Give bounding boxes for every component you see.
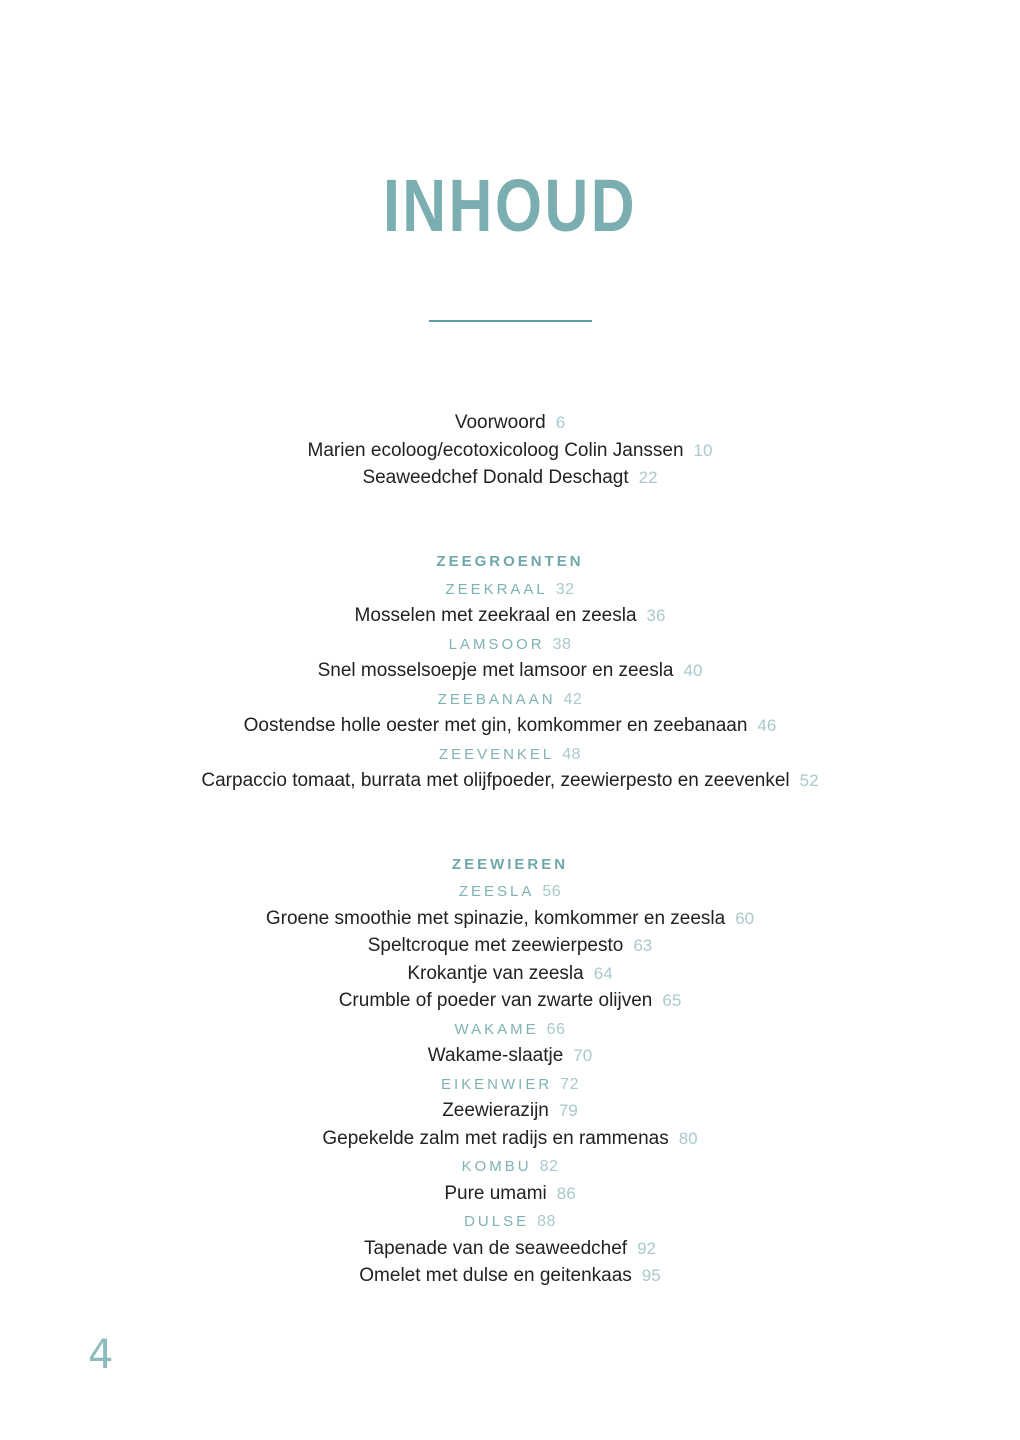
toc-subheading-label: ZEEVENKEL: [438, 746, 555, 763]
toc-page-number: 52: [799, 771, 819, 790]
toc-entry-label: Speltcroque met zeewierpesto: [367, 935, 624, 956]
toc-entry[interactable]: [0, 1262, 1020, 1289]
toc-entry-label: Snel mosselsoepje met lamsoor en zeesla: [317, 660, 674, 681]
toc-entry-label: Krokantje van zeesla: [407, 963, 584, 984]
page-title: INHOUD: [382, 164, 638, 247]
toc-entry-label: Voorwoord: [454, 412, 546, 433]
toc-page-number: 22: [638, 468, 658, 487]
toc-entry-label: Crumble of poeder van zwarte olijven: [338, 990, 653, 1011]
toc-subheading-label: DULSE: [464, 1213, 530, 1230]
toc-page-number: 6: [555, 413, 566, 432]
toc-page-number: 95: [641, 1266, 661, 1285]
toc-page-number: 63: [633, 936, 653, 955]
toc-entry[interactable]: [0, 1097, 1020, 1124]
toc-entry-label: Wakame-slaatje: [427, 1045, 564, 1066]
toc-entry[interactable]: [0, 712, 1020, 739]
toc-page-number: 56: [542, 883, 562, 900]
toc-entry[interactable]: [0, 1180, 1020, 1207]
toc-entry[interactable]: [0, 437, 1020, 464]
toc-subheading-label: KOMBU: [461, 1158, 532, 1175]
toc-subheading[interactable]: [0, 1016, 1020, 1043]
toc-entry[interactable]: [0, 767, 1020, 794]
toc-subheading[interactable]: [0, 741, 1020, 768]
toc-page-number: 79: [558, 1101, 578, 1120]
toc-page-number: 40: [683, 661, 703, 680]
toc-entry-label: Omelet met dulse en geitenkaas: [359, 1265, 632, 1286]
toc-page-number: 46: [757, 716, 777, 735]
toc-page-number: 38: [552, 636, 572, 653]
toc-page-number: 86: [556, 1184, 576, 1203]
toc-entry[interactable]: [0, 960, 1020, 987]
toc-entry-label: Seaweedchef Donald Deschagt: [362, 467, 629, 488]
toc-subheading-label: EIKENWIER: [441, 1076, 553, 1093]
toc-entry[interactable]: [0, 987, 1020, 1014]
toc-page-number: 64: [593, 964, 613, 983]
toc-subheading[interactable]: [0, 1208, 1020, 1235]
toc-entry-label: Carpaccio tomaat, burrata met olijfpoeder, zeewierpesto en zeevenkel: [201, 770, 790, 791]
toc-page-number: 65: [662, 991, 682, 1010]
toc-subheading-label: WAKAME: [454, 1021, 539, 1038]
toc-page-number: 72: [560, 1076, 579, 1093]
toc-subheading[interactable]: [0, 686, 1020, 713]
toc-page-number: 60: [735, 909, 755, 928]
toc-subheading[interactable]: [0, 1071, 1020, 1098]
toc-entry[interactable]: [0, 602, 1020, 629]
toc-page-number: 48: [562, 746, 582, 763]
toc-entry-label: Tapenade van de seaweedchef: [364, 1238, 628, 1259]
toc-page-number: 80: [678, 1129, 698, 1148]
toc-entry[interactable]: [0, 657, 1020, 684]
section-heading: ZEEWIEREN: [451, 856, 569, 873]
toc-entry-label: Marien ecoloog/ecotoxicoloog Colin Janssen: [307, 440, 684, 461]
toc-entry[interactable]: [0, 409, 1020, 436]
toc-entry-label: Gepekelde zalm met radijs en rammenas: [322, 1128, 669, 1149]
toc-page-number: 42: [563, 691, 583, 708]
toc-subheading-label: ZEEBANAAN: [437, 691, 556, 708]
toc-entry[interactable]: [0, 1125, 1020, 1152]
toc-page-number: 82: [539, 1158, 559, 1175]
section-heading: ZEEGROENTEN: [436, 553, 584, 570]
toc-entry[interactable]: [0, 464, 1020, 491]
toc-entry-label: Groene smoothie met spinazie, komkommer en zeesla: [265, 908, 726, 929]
toc-page-number: 70: [573, 1046, 593, 1065]
toc-subheading-label: ZEEKRAAL: [445, 581, 548, 598]
toc-page-number: 32: [555, 581, 575, 598]
toc-entry[interactable]: [0, 1235, 1020, 1262]
toc-entry-label: Pure umami: [444, 1183, 547, 1204]
toc-entry-label: Mosselen met zeekraal en zeesla: [354, 605, 637, 626]
toc-page-number: 88: [537, 1213, 556, 1230]
toc-entry[interactable]: [0, 932, 1020, 959]
toc-entry-label: Oostendse holle oester met gin, komkommer en zeebanaan: [243, 715, 748, 736]
toc-entry[interactable]: [0, 1042, 1020, 1069]
toc-subheading[interactable]: [0, 576, 1020, 603]
toc-page-number: 92: [637, 1239, 656, 1258]
toc-page-number: 36: [646, 606, 666, 625]
toc-page-number: 66: [546, 1021, 566, 1038]
toc-entry[interactable]: [0, 905, 1020, 932]
toc-page-number: 10: [693, 441, 713, 460]
page-number: 4: [88, 1332, 114, 1378]
toc-subheading-label: LAMSOOR: [448, 636, 545, 653]
toc-subheading[interactable]: [0, 1153, 1020, 1180]
title-divider: [429, 320, 592, 322]
toc-subheading[interactable]: [0, 878, 1020, 905]
toc-entry-label: Zeewierazijn: [442, 1100, 549, 1121]
toc-subheading[interactable]: [0, 631, 1020, 658]
toc-subheading-label: ZEESLA: [458, 883, 535, 900]
